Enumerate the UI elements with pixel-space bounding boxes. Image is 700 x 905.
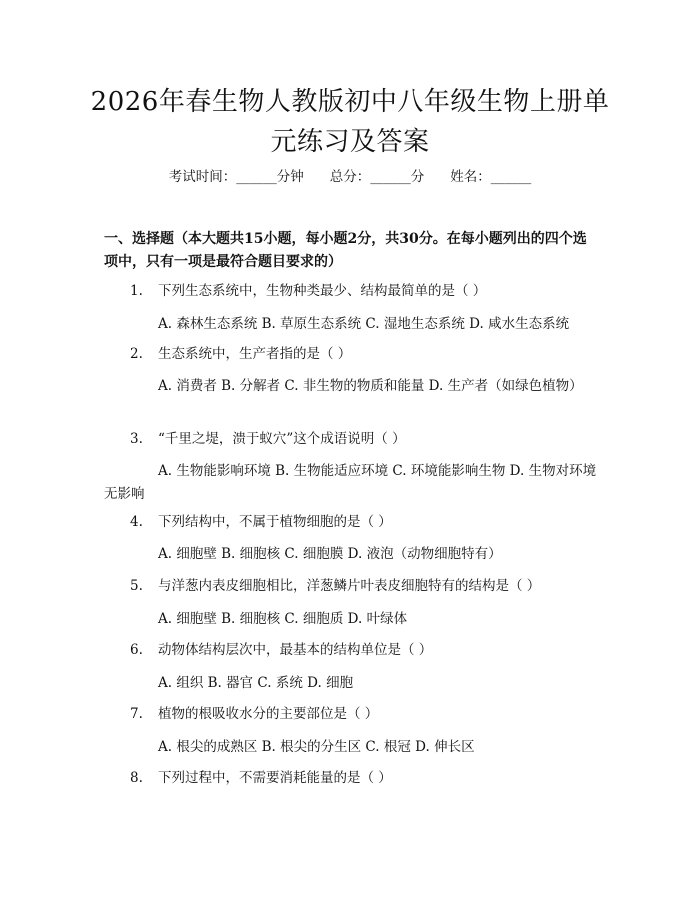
question-options: A. 组织 B. 器官 C. 系统 D. 细胞 <box>158 675 354 691</box>
exam-info-line <box>0 166 700 188</box>
question-options: A. 森林生态系统 B. 草原生态系统 C. 湿地生态系统 D. 咸水生态系统 <box>158 316 570 332</box>
question-options: A. 细胞壁 B. 细胞核 C. 细胞质 D. 叶绿体 <box>158 611 408 627</box>
question-number: 5. <box>130 578 143 594</box>
question-stem <box>104 280 600 302</box>
exam-time-field: 考试时间：______分钟 <box>168 169 304 185</box>
question-options: A. 根尖的成熟区 B. 根尖的分生区 C. 根冠 D. 伸长区 <box>158 739 475 755</box>
question-stem <box>104 767 600 789</box>
question-stem <box>104 639 600 661</box>
question-number: 3. <box>130 431 143 447</box>
question-stem <box>104 703 600 725</box>
question-text: 下列过程中，不需要消耗能量的是（ ） <box>158 770 392 786</box>
question-stem <box>104 428 600 450</box>
question-options: A. 细胞壁 B. 细胞核 C. 细胞膜 D. 液泡（动物细胞特有） <box>158 546 502 562</box>
question-text: 生态系统中，生产者指的是（ ） <box>158 346 352 362</box>
total-score-field: 总分：______分 <box>329 169 425 185</box>
question-text: 与洋葱内表皮细胞相比，洋葱鳞片叶表皮细胞特有的结构是（ ） <box>158 578 541 594</box>
question-text: “千里之堤，溃于蚁穴”这个成语说明（ ） <box>158 431 406 447</box>
question-options: A. 生物能影响环境 B. 生物能适应环境 C. 环境能影响生物 D. 生物对环境无影响 <box>104 463 597 502</box>
question-stem <box>104 511 600 533</box>
question-text: 下列生态系统中，生物种类最少、结构最简单的是（ ） <box>158 283 487 299</box>
student-name-field: 姓名：______ <box>450 169 532 185</box>
question-stem <box>104 343 600 365</box>
question-text: 植物的根吸收水分的主要部位是（ ） <box>158 706 379 722</box>
question-number: 2. <box>130 346 143 362</box>
document-title: 2026年春生物人教版初中八年级生物上册单元练习及答案 <box>90 87 610 157</box>
question-number: 7. <box>130 706 143 722</box>
question-stem <box>104 575 600 597</box>
question-options: A. 消费者 B. 分解者 C. 非生物的物质和能量 D. 生产者（如绿色植物） <box>158 378 583 394</box>
question-number: 1. <box>130 283 143 299</box>
question-number: 4. <box>130 514 143 530</box>
question-number: 8. <box>130 770 143 786</box>
question-text: 下列结构中，不属于植物细胞的是（ ） <box>158 514 392 530</box>
question-text: 动物体结构层次中，最基本的结构单位是（ ） <box>158 642 433 658</box>
section-heading: 一、选择题（本大题共15小题，每小题2分，共30分。在每小题列出的四个选项中，只有一项是最符合题目要求的） <box>104 231 587 270</box>
question-number: 6. <box>130 642 143 658</box>
